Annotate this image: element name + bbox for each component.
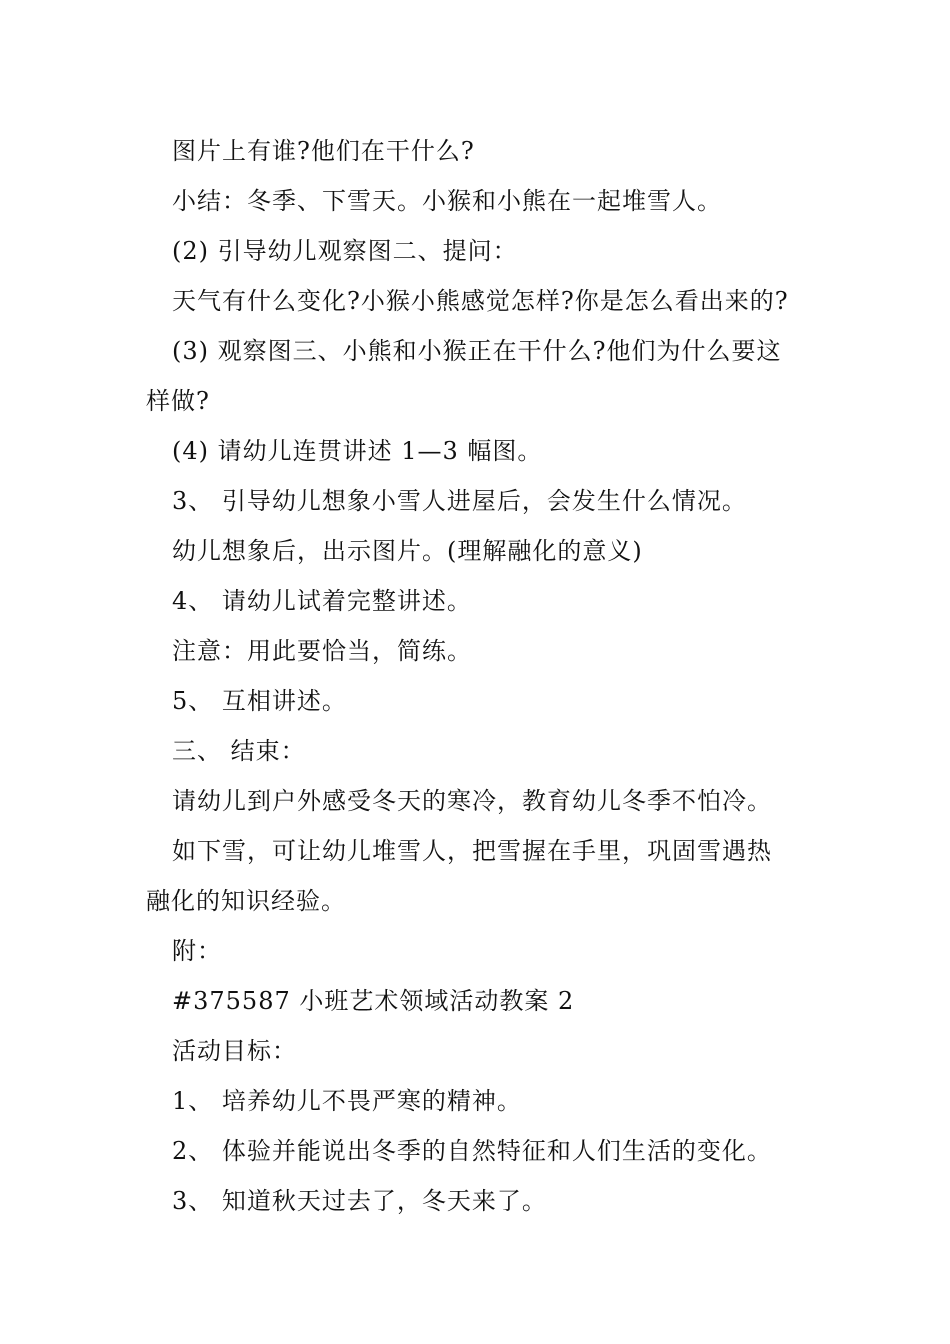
text-line: 5、 互相讲述。 <box>172 687 347 715</box>
text-line: (2) 引导幼儿观察图二、提问： <box>172 237 518 265</box>
text-line: 幼儿想象后，出示图片。(理解融化的意义) <box>172 537 643 565</box>
list-item: 1、 培养幼儿不畏严寒的精神。 <box>172 1087 522 1115</box>
text-line: 如下雪，可让幼儿堆雪人，把雪握在手里，巩固雪遇热 <box>172 837 772 865</box>
text-line: 融化的知识经验。 <box>146 887 346 915</box>
list-item: 3、 知道秋天过去了，冬天来了。 <box>172 1187 547 1215</box>
text-line: 4、 请幼儿试着完整讲述。 <box>172 587 472 615</box>
text-line: 天气有什么变化?小猴小熊感觉怎样?你是怎么看出来的? <box>172 287 789 315</box>
text-line: 附： <box>172 937 222 965</box>
section-heading: 活动目标： <box>172 1037 297 1065</box>
text-line: 注意：用此要恰当，简练。 <box>172 637 472 665</box>
section-heading: 三、 结束： <box>172 737 306 765</box>
document-title: #375587 小班艺术领域活动教案 2 <box>172 987 575 1015</box>
text-line: 图片上有谁?他们在干什么? <box>172 137 475 165</box>
text-line: (3) 观察图三、小熊和小猴正在干什么?他们为什么要这 <box>172 337 782 365</box>
list-item: 2、 体验并能说出冬季的自然特征和人们生活的变化。 <box>172 1137 772 1165</box>
text-line: (4) 请幼儿连贯讲述 1—3 幅图。 <box>172 437 543 465</box>
text-line: 3、 引导幼儿想象小雪人进屋后，会发生什么情况。 <box>172 487 747 515</box>
text-line: 请幼儿到户外感受冬天的寒冷，教育幼儿冬季不怕冷。 <box>172 787 772 815</box>
text-line: 小结：冬季、下雪天。小猴和小熊在一起堆雪人。 <box>172 187 722 215</box>
text-line: 样做? <box>146 387 210 415</box>
